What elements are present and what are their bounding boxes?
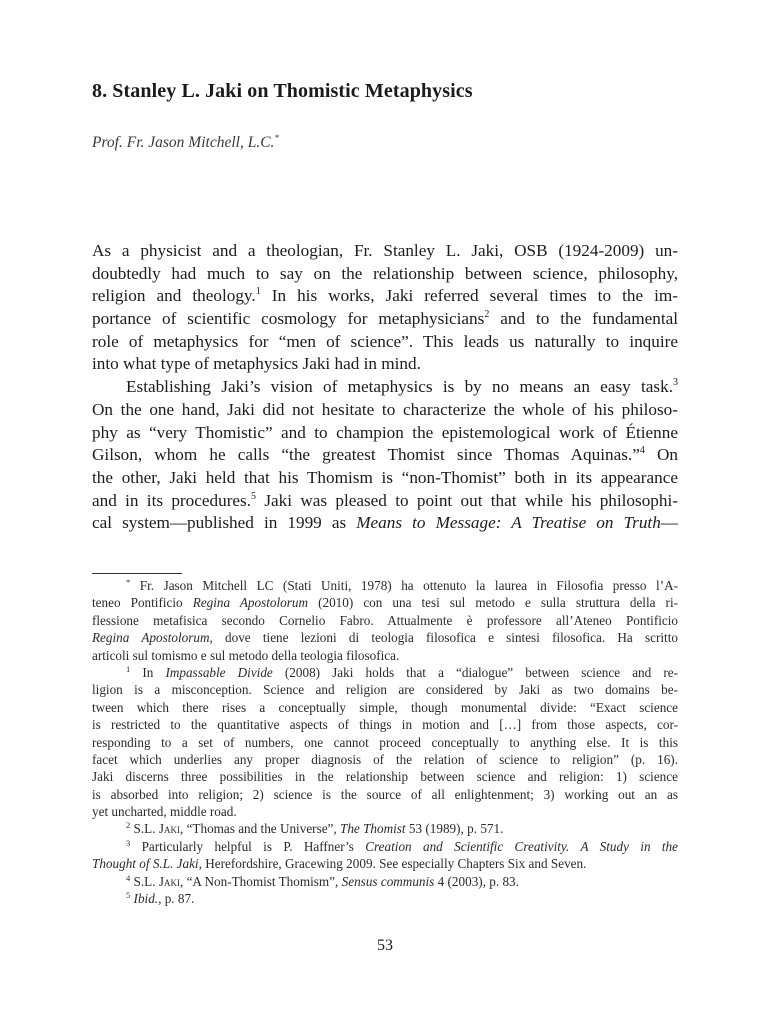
author-footnote-mark: * [274,133,279,143]
footnote-ref: 4 [639,445,645,457]
body-line: doubtedly had much to say on the relationship between science, philosophy, [92,263,678,283]
body-line: phy as “very Thomistic” and to champion the epistemological work of Étienne [92,422,678,442]
book-title: Means to Message: A Treatise on Truth [356,513,661,533]
footnote-4: $^4$ S.L. Jaki, “A Non-Thomist Thomism”, Sensus communis 4 (2003), p. 83. [126,872,519,889]
footnote-line: yet uncharted, middle road. [92,804,237,820]
footnote-line: Thought of S.L. Jaki, Herefordshire, Gracewing 2009. See especially Chapters Six and Seven. [92,856,587,872]
author-line [92,133,279,152]
body-line: Gilson, whom he calls “the greatest Thomist since Thomas Aquinas.”$^4$ On [92,445,678,465]
body-text [92,240,678,535]
body-line: Establishing Jaki’s vision of metaphysics is by no means an easy task.$^3$ [126,377,678,397]
footnote-ref: 2 [484,309,490,321]
body-line: As a physicist and a theologian, Fr. Stanley L. Jaki, OSB (1924-2009) un- [92,241,678,260]
footnote-line: teneo Pontificio Regina Apostolorum (2010) con una tesi sul metodo e sulla struttura della ri- [92,595,678,611]
body-line: On the one hand, Jaki did not hesitate to characterize the whole of his philoso- [92,399,678,419]
body-line: into what type of metaphysics Jaki had in mind. [92,354,421,374]
body-line: the other, Jaki held that his Thomism is “non-Thomist” both in its appearance [92,467,678,487]
footnote-ref: 5 [251,490,257,502]
body-line: cal system—published in 1999 as Means to Message: A Treatise on Truth— [92,513,678,533]
chapter-title: 8. Stanley L. Jaki on Thomistic Metaphysics [92,80,473,102]
footnote-line: articoli sul tomismo e sul metodo della teologia filosofica. [92,647,400,663]
footnote-line: flessione metafisica secondo Cornelio Fabro. Attualmente è professore all’Ateneo Pontificio [92,612,678,628]
footnote-line: ligion is a misconception. Science and religion are considered by Jaki as two domains be- [92,682,678,698]
footnote-line: responding to a set of numbers, one cannot proceed conceptually to anything else. It is this [92,734,678,750]
footnote-line: is restricted to the quantitative aspects of things in motion and […] from those aspects, cor- [92,717,678,733]
footnote-1: $^1$ In Impassable Divide (2008) Jaki holds that a “dialogue” between science and re- [126,663,678,680]
author-name: Prof. Fr. Jason Mitchell, L.C. [92,134,275,151]
page-number: 53 [377,937,393,954]
footnote-ref: 3 [673,377,678,389]
footnote-line: Jaki discerns three possibilities in the relationship between science and religion: 1) science [92,769,678,785]
body-line: portance of scientific cosmology for metaphysicians$^2$ and to the fundamental [92,309,678,329]
page [92,0,678,1024]
footnote-star: * Fr. Jason Mitchell LC (Stati Uniti, 1978) ha ottenuto la laurea in Filosofia presso l’A- [126,577,678,593]
footnote-5: $^5$ Ibid., p. 87. [126,890,195,907]
footnote-line: is absorbed into religion; 2) science is the source of all enlightenment; 3) working out an as [92,786,678,802]
footnote-line: Regina Apostolorum, dove tiene lezioni di teologia filosofica e sintesi filosofica. Ha scritto [92,630,678,646]
footnote-rule [92,573,182,574]
footnotes [92,577,678,907]
body-line: religion and theology.$^1$ In his works, Jaki referred several times to the im- [92,286,678,306]
footnote-2: $^2$ S.L. Jaki, “Thomas and the Universe”, The Thomist 53 (1989), p. 571. [126,820,504,837]
footnote-3: $^3$ Particularly helpful is P. Haffner’s Creation and Scientific Creativity. A Study in the [126,837,678,854]
body-line: role of metaphysics for “men of science”. This leads us naturally to inquire [92,331,678,351]
footnote-line: tween which there rises a conceptually simple, though monumental divide: “Exact science [92,699,678,715]
footnote-line: facet which underlies any proper diagnosis of the relation of science to religion” (p. 16). [92,751,678,767]
body-line: and in its procedures.$^5$ Jaki was pleased to point out that while his philosophi- [92,490,678,510]
footnote-ref: 1 [255,286,261,298]
